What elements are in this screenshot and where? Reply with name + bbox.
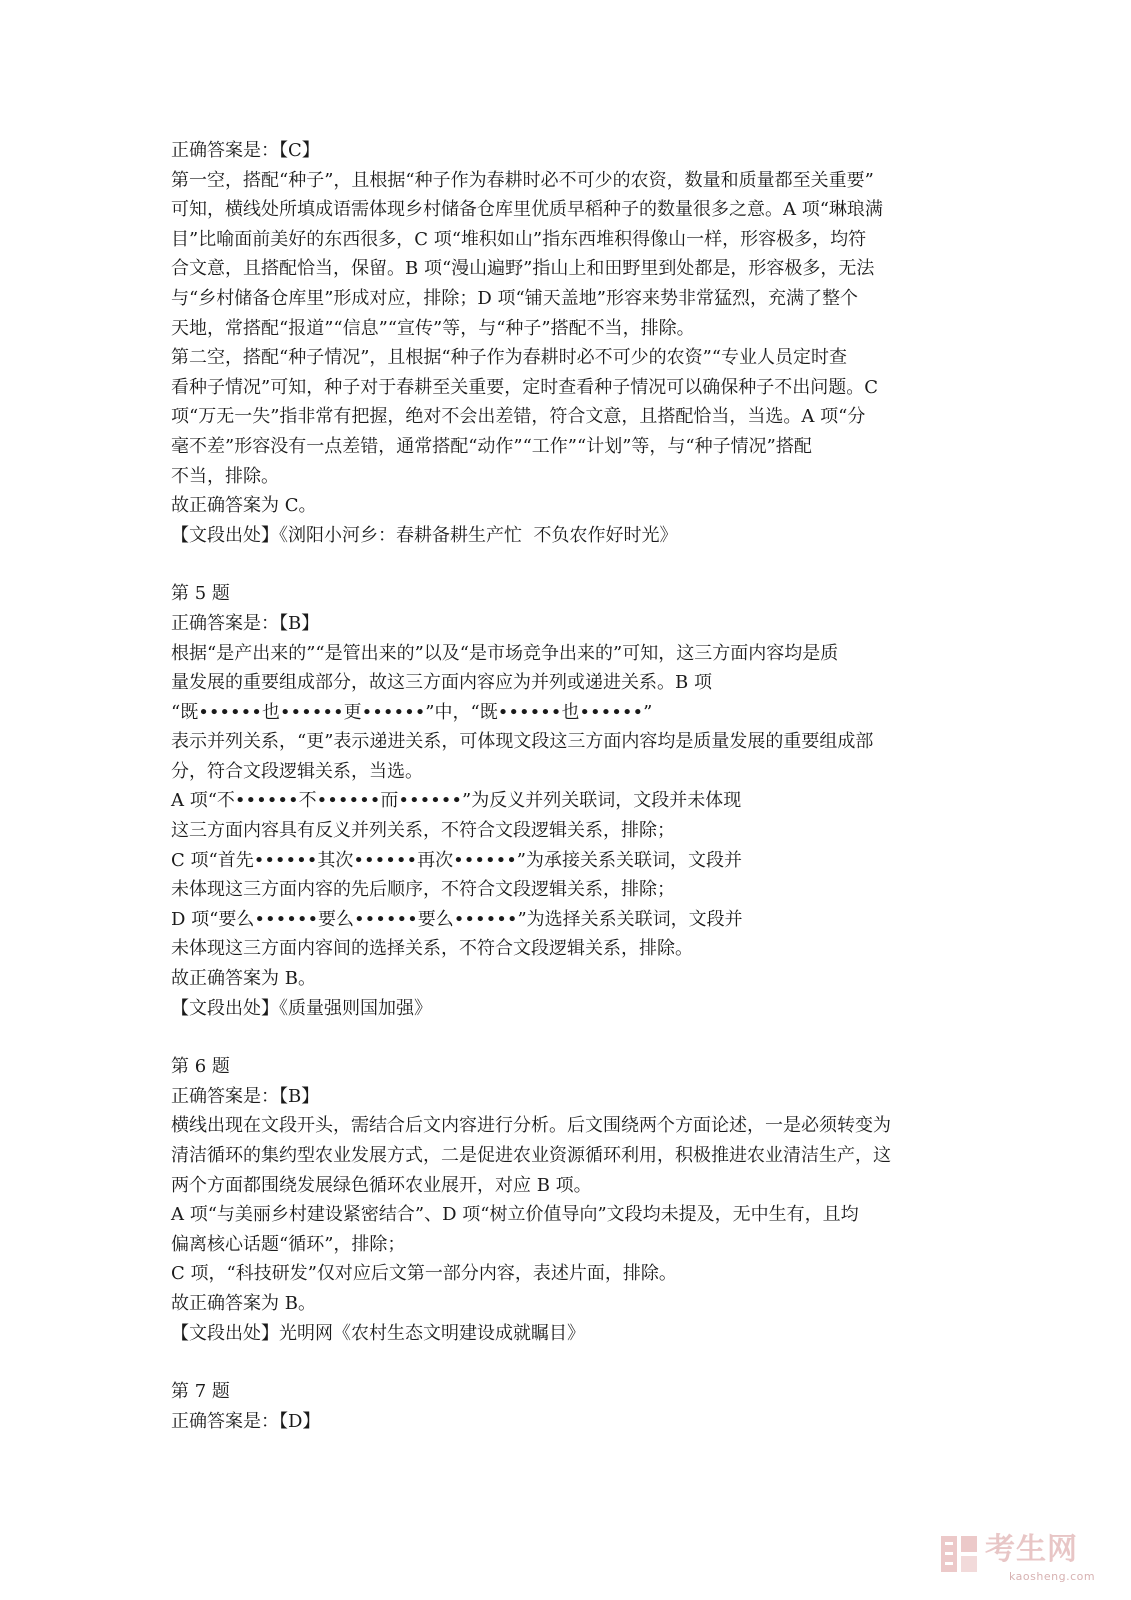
text-line: 不当，排除。 <box>171 465 279 487</box>
text-line: 偏离核心话题“循环”，排除； <box>171 1233 406 1255</box>
text-line: 正确答案是：【D】 <box>171 1410 321 1432</box>
text-line: 未体现这三方面内容的先后顺序，不符合文段逻辑关系，排除； <box>171 879 675 901</box>
watermark-text: 考生网 <box>985 1532 1078 1567</box>
text-line: 项“万无一失”指非常有把握，绝对不会出差错，符合文意，且搭配恰当，当选。A 项“分 <box>171 406 866 428</box>
text-line: 量发展的重要组成部分，故这三方面内容应为并列或递进关系。B 项 <box>171 672 712 694</box>
kaosheng-logo-icon <box>939 1534 979 1574</box>
text-line: 第二空，搭配“种子情况”，且根据“种子作为春耕时必不可少的农资”“专业人员定时查 <box>171 347 848 369</box>
text-line: 清洁循环的集约型农业发展方式，二是促进农业资源循环利用，积极推进农业清洁生产，这 <box>171 1145 891 1166</box>
text-line: 毫不差”形容没有一点差错，通常搭配“动作”“工作”“计划”等，与“种子情况”搭配 <box>171 435 812 457</box>
text-line: 与“乡村储备仓库里”形成对应，排除；D 项“铺天盖地”形容来势非常猛烈，充满了整个 <box>171 287 858 309</box>
text-line: 这三方面内容具有反义并列关系，不符合文段逻辑关系，排除； <box>171 820 675 842</box>
text-line: A 项“不••••••不••••••而••••••”为反义并列关联词，文段并未体现 <box>171 790 742 812</box>
text-line: 第 7 题 <box>171 1381 230 1403</box>
text-line: 【文段出处】光明网《农村生态文明建设成就瞩目》 <box>171 1322 585 1344</box>
text-line: “既••••••也••••••更••••••”中，“既••••••也••••••” <box>171 701 653 723</box>
text-line: 【文段出处】《质量强则国加强》 <box>171 997 432 1019</box>
text-line: 合文意，且搭配恰当，保留。B 项“漫山遍野”指山上和田野里到处都是，形容极多，无法 <box>171 258 875 280</box>
text-line: 目”比喻面前美好的东西很多，C 项“堆积如山”指东西堆积得像山一样，形容极多，均符 <box>171 228 867 250</box>
text-line: A 项“与美丽乡村建设紧密结合”、D 项“树立价值导向”文段均未提及，无中生有，且均 <box>171 1204 859 1226</box>
text-line: 故正确答案为 C。 <box>171 495 317 517</box>
text-line: 故正确答案为 B。 <box>171 968 316 990</box>
text-line: 根据“是产出来的”“是管出来的”以及“是市场竞争出来的”可知，这三方面内容均是质 <box>171 642 839 664</box>
text-line: 天地，常搭配“报道”“信息”“宣传”等，与“种子”搭配不当，排除。 <box>171 317 695 339</box>
text-line: 【文段出处】《浏阳小河乡：春耕备耕生产忙 不负农作好时光》 <box>171 524 678 546</box>
document-body <box>171 136 971 1436</box>
text-line: 分，符合文段逻辑关系，当选。 <box>171 760 423 782</box>
text-line: C 项，“科技研发”仅对应后文第一部分内容，表述片面，排除。 <box>171 1263 677 1285</box>
text-line: 表示并列关系，“更”表示递进关系，可体现文段这三方面内容均是质量发展的重要组成部 <box>171 731 874 753</box>
watermark <box>939 1532 1109 1586</box>
text-line: 未体现这三方面内容间的选择关系，不符合文段逻辑关系，排除。 <box>171 938 693 960</box>
paragraph-gap <box>171 550 971 579</box>
text-line: 正确答案是：【C】 <box>171 140 320 161</box>
watermark-url: kaosheng.com <box>1009 1570 1096 1583</box>
paragraph-gap <box>171 1023 971 1052</box>
text-line: D 项“要么••••••要么••••••要么••••••”为选择关系关联词，文段并 <box>171 908 743 930</box>
text-line: 可知，横线处所填成语需体现乡村储备仓库里优质早稻种子的数量很多之意。A 项“琳琅满 <box>171 199 883 221</box>
text-line: 第 5 题 <box>171 583 230 605</box>
text-line: 正确答案是：【B】 <box>171 612 320 634</box>
text-line: 正确答案是：【B】 <box>171 1085 320 1107</box>
text-line: 横线出现在文段开头，需结合后文内容进行分析。后文围绕两个方面论述，一是必须转变为 <box>171 1115 891 1137</box>
text-line: 故正确答案为 B。 <box>171 1292 316 1314</box>
text-line: 看种子情况”可知，种子对于春耕至关重要，定时查看种子情况可以确保种子不出问题。C <box>171 376 878 398</box>
paragraph-gap <box>171 1348 971 1377</box>
text-line: 两个方面都围绕发展绿色循环农业展开，对应 B 项。 <box>171 1174 592 1196</box>
text-line: 第 6 题 <box>171 1056 230 1078</box>
text-line: C 项“首先••••••其次••••••再次••••••”为承接关系关联词，文段并 <box>171 849 743 871</box>
text-line: 第一空，搭配“种子”，且根据“种子作为春耕时必不可少的农资，数量和质量都至关重要” <box>171 169 874 191</box>
